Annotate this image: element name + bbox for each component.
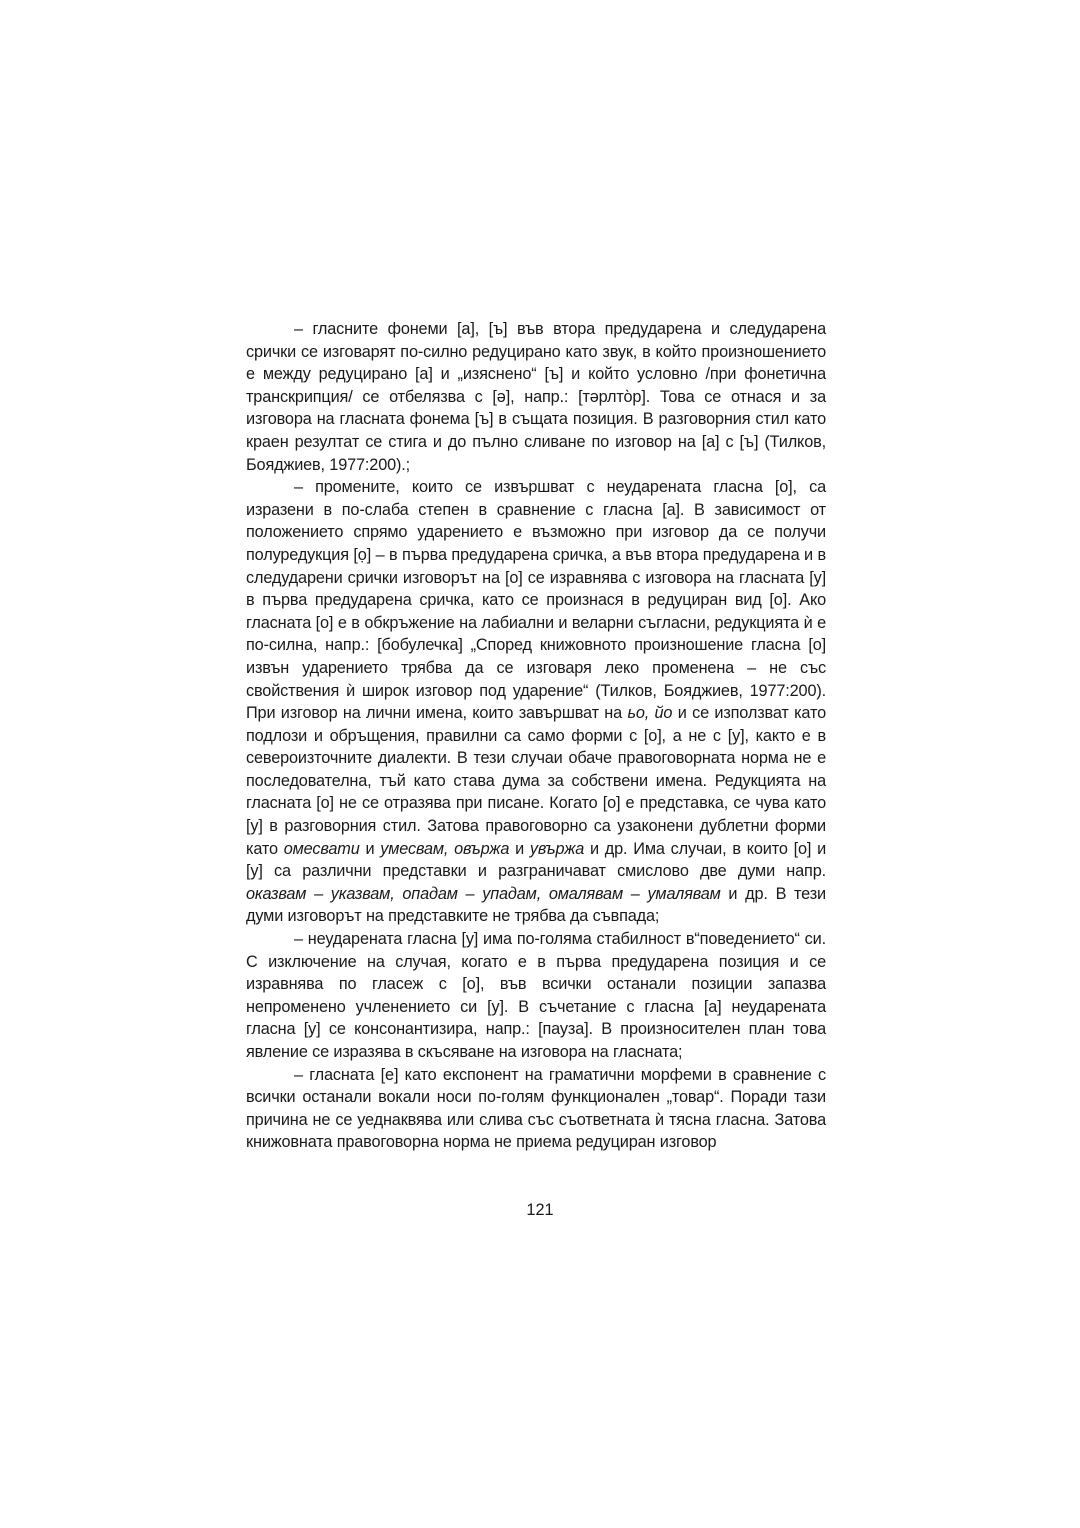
paragraph-4-text: – гласната [е] като експонент на граматични морфеми в сравнение с всички останали вокали носи по-голям функционален „товар“. Поради тази причина не се уеднаквява или слива със съответната ѝ тясна гласна. Затова книжовната правоговорна норма не приема редуциран изговор (246, 1065, 826, 1152)
paragraph-2-text-4: и (509, 839, 530, 858)
page-body (246, 318, 826, 1154)
paragraph-2-italic-4: увържа (529, 839, 585, 858)
paragraph-1-text: – гласните фонеми [а], [ъ] във втора предударена и следударена срички се изговарят по-силно редуцирано като звук, в който произношението е между редуцирано [а] и „изяснено“ [ъ] и който условно /при фонетична транскрипция/ се отбелязва с [ә], напр.: [тәрлто̀р]. Това се отнася и за изговора на гласната фонема [ъ] в същата позиция. В разговорния стил като краен резултат се стига и до пълно сливане по изговор на [а] с [ъ] (Тилков, Бояджиев, 1977:200).; (246, 320, 826, 474)
paragraph-1 (246, 318, 826, 476)
paragraph-2-text-9: и др. В тези думи изговорът на представките не трябва да съвпада; (246, 884, 826, 926)
paragraph-2-text-2: и се използват като подлози и обръщения, правилни са само форми с [о], а не с [у], както е в североизточните диалекти. В тези случаи обаче правоговорната норма не е последователна, тъй като става дума за собствени имена. Редукцията на гласната [о] не се отразява при писане. Когато [о] е представка, се чува като [у] в разговорния стил. Затова правоговорно са узаконени дублетни форми като (246, 704, 826, 858)
paragraph-2-text-7: – (457, 884, 483, 903)
paragraph-4 (246, 1064, 826, 1154)
paragraph-2-italic-6: указвам, опадам (330, 884, 458, 903)
paragraph-2-text-8: – (622, 884, 648, 903)
paragraph-3 (246, 928, 826, 1064)
paragraph-2-italic-5: оказвам (246, 884, 307, 903)
paragraph-2-italic-1: ьо, йо (627, 704, 673, 723)
paragraph-2-italic-3: умесвам, овържа (380, 839, 510, 858)
paragraph-2-text-3: и (359, 839, 381, 858)
paragraph-2-text-6: – (306, 884, 331, 903)
paragraph-2-italic-8: умалявам (647, 884, 721, 903)
paragraph-2-italic-2: омесвати (283, 839, 360, 858)
paragraph-2-italic-7: упадам, омалявам (482, 884, 623, 903)
paragraph-2 (246, 476, 826, 928)
paragraph-2-text-1: – промените, които се извършват с неударената гласна [о], са изразени в по-слаба степен в сравнение с гласна [а]. В зависимост от положението спрямо ударението е възможно при изговор да се получи полуредукция [ọ] – в първа предударена сричка, а във втора предударена и в следударени срички изговорът на [о] се изравнява с изговора на гласната [у] в първа предударена сричка, като се произнася в редуциран вид [о]. Ако гласната [о] е в обкръжение на лабиални и веларни съгласни, редукцията ѝ е по-силна, напр.: [бобулечка] „Според книжовното произношение гласна [о] извън ударението трябва да се изговаря леко променена – не със свойствения ѝ широк изговор под ударение“ (Тилков, Бояджиев, 1977:200). При изговор на лични имена, които завършват на (246, 478, 826, 723)
paragraph-2-text-5: и др. Има случаи, в които [о] и [у] са различни представки и разграничават смислово две думи напр. (246, 839, 827, 881)
page-number: 121 (526, 1201, 554, 1219)
paragraph-3-text: – неударената гласна [у] има по-голяма стабилност в“поведението“ си. С изключение на случая, когато е в първа предударена позиция и се изравнява по гласеж с [о], във всички останали позиции запазва непроменено учленението си [у]. В съчетание с гласна [а] неударената гласна [у] се консонантизира, напр.: [пауза]. В произносителен план това явление се изразява в скъсяване на изговора на гласната; (246, 930, 826, 1061)
